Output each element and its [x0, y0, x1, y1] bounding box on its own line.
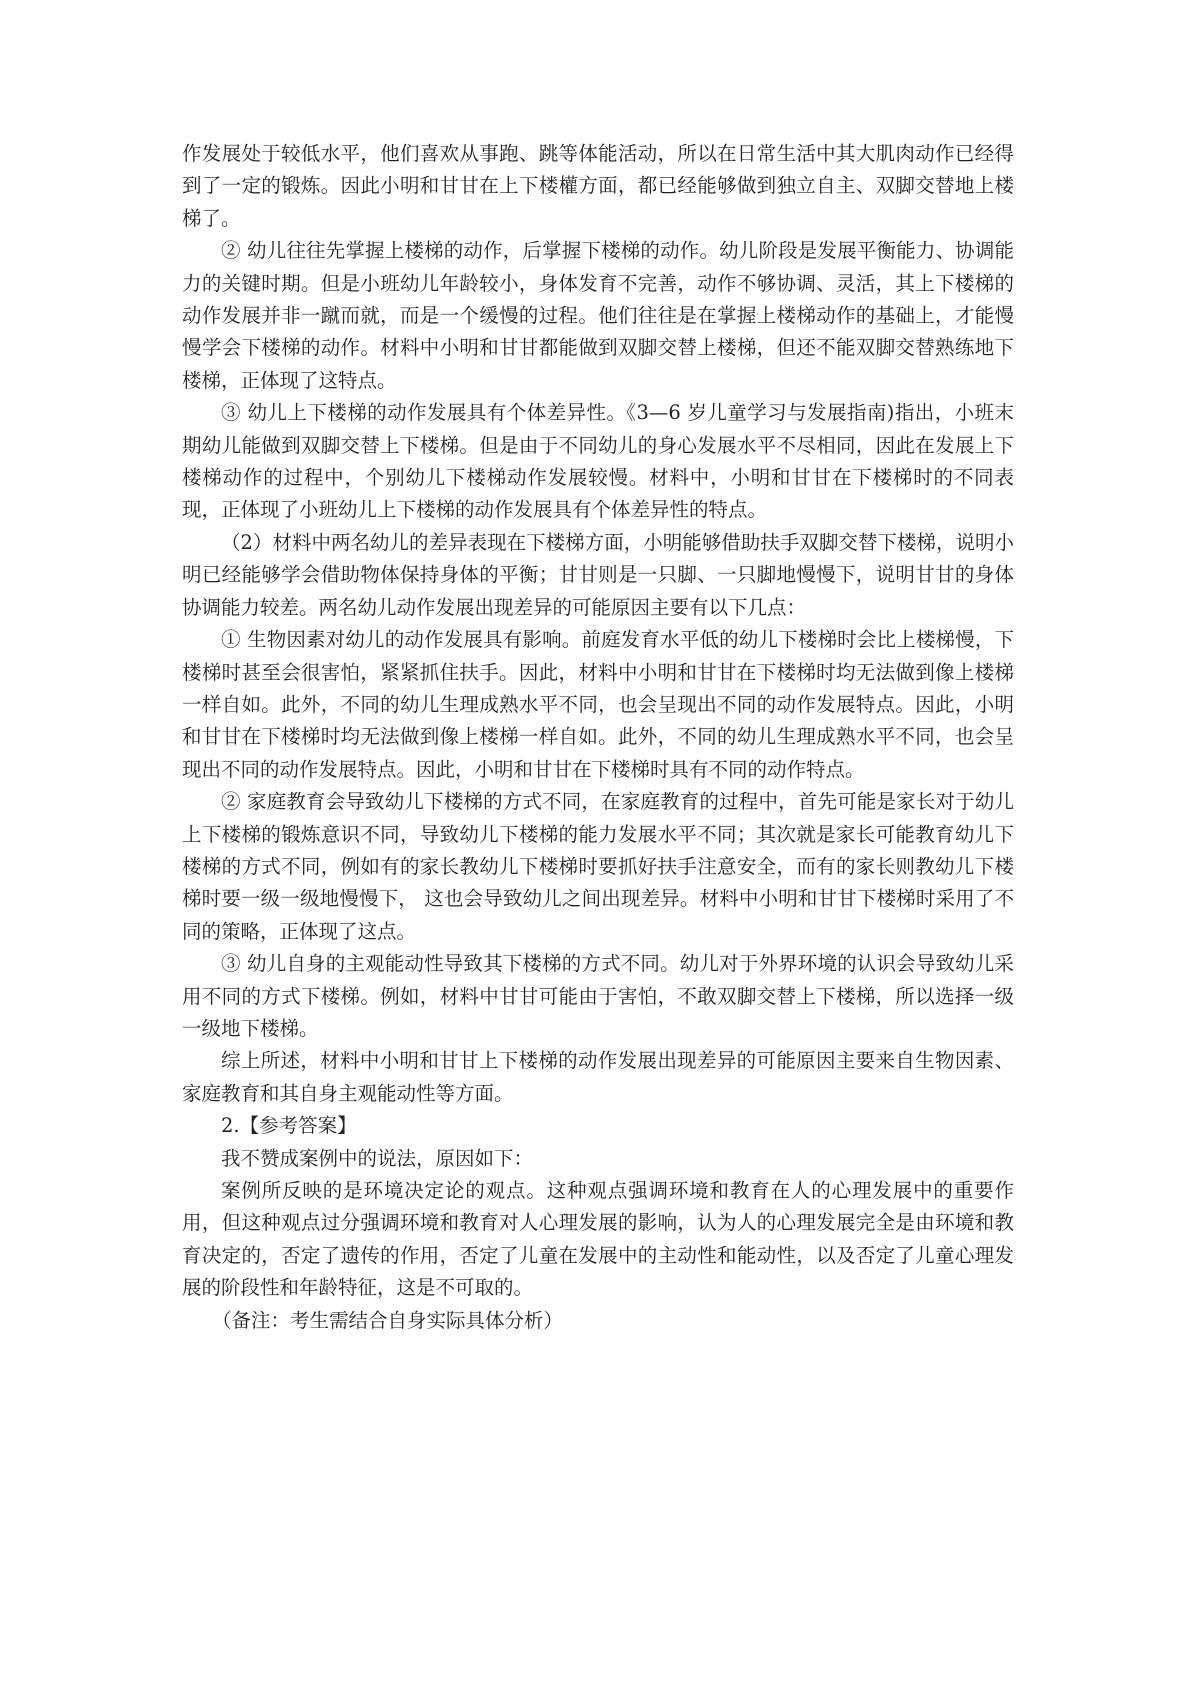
answer-intro: 我不赞成案例中的说法，原因如下： [221, 1146, 534, 1170]
paragraph-reason-1: ① 生物因素对幼儿的动作发展具有影响。前庭发育水平低的幼儿下楼梯时会比上楼梯慢，下楼梯时甚至会很害怕，紧紧抓住扶手。因此，材料中小明和甘甘在下楼梯时均无法做到像上楼梯一样自如。此外，不同的幼儿生理成熟水平不同，也会呈现出不同的动作发展特点。因此，小明和甘甘在下楼梯时均无法做到像上楼梯一样自如。此外，不同的幼儿生理成熟水平不同，也会呈现出不同的动作发展特点。因此，小明和甘甘在下楼梯时具有不同的动作特点。 [182, 628, 1014, 781]
document-body [182, 138, 1014, 1337]
note-text: （备注：考生需结合自身实际具体分析） [212, 1308, 564, 1332]
paragraph-point-2: ② 幼儿往往先掌握上楼梯的动作，后掌握下楼梯的动作。幼儿阶段是发展平衡能力、协调能力的关键时期。但是小班幼儿年龄较小，身体发育不完善，动作不够协调、灵活，其上下楼梯的动作发展并非一蹴而就，而是一个缓慢的过程。他们往往是在掌握上楼梯动作的基础上，才能慢慢学会下楼梯的动作。材料中小明和甘甘都能做到双脚交替上楼梯，但还不能双脚交替熟练地下楼梯，正体现了这特点。 [182, 239, 1014, 392]
paragraph-continuation: 作发展处于较低水平，他们喜欢从事跑、跳等体能活动，所以在日常生活中其大肌肉动作已经得到了一定的锻炼。因此小明和甘甘在上下楼權方面，都已经能够做到独立自主、双脚交替地上楼梯了。 [182, 142, 1014, 230]
paragraph-reason-3: ③ 幼儿自身的主观能动性导致其下楼梯的方式不同。幼儿对于外界环境的认识会导致幼儿采用不同的方式下楼梯。例如，材料中甘甘可能由于害怕，不敢双脚交替上下楼梯，所以选择一级一级地下楼梯。 [182, 952, 1014, 1040]
paragraph-point-3: ③ 幼儿上下楼梯的动作发展具有个体差异性。《3—6 岁儿童学习与发展指南)指出，小班末期幼儿能做到双脚交替上下楼梯。但是由于不同幼儿的身心发展水平不尽相同，因此在发展上下楼梯动作的过程中，个别幼儿下楼梯动作发展较慢。材料中，小明和甘甘在下楼梯时的不同表现，正体现了小班幼儿上下楼梯的动作发展具有个体差异性的特点。 [182, 401, 1014, 522]
paragraph-reason-2: ② 家庭教育会导致幼儿下楼梯的方式不同，在家庭教育的过程中，首先可能是家长对于幼儿上下楼梯的锻炼意识不同，导致幼儿下楼梯的能力发展水平不同；其次就是家长可能教育幼儿下楼梯的方式不同，例如有的家长教幼儿下楼梯时要抓好扶手注意安全，而有的家长则教幼儿下楼梯时要一级一级地慢慢下， 这也会导致幼儿之间出现差异。材料中小明和甘甘下楼梯时采用了不同的策略，正体现了这点。 [182, 790, 1014, 943]
answer-body: 案例所反映的是环境决定论的观点。这种观点强调环境和教育在人的心理发展中的重要作用，但这种观点过分强调环境和教育对人心理发展的影响，认为人的心理发展完全是由环境和教育决定的，否定了遗传的作用，否定了儿童在发展中的主动性和能动性，以及否定了儿童心理发展的阶段性和年龄特征，这是不可取的。 [182, 1179, 1014, 1300]
paragraph-summary: 综上所述，材料中小明和甘甘上下楼梯的动作发展出现差异的可能原因主要来自生物因素、家庭教育和其自身主观能动性等方面。 [182, 1049, 1014, 1105]
paragraph-question-2-intro: （2）材料中两名幼儿的差异表现在下楼梯方面，小明能够借助扶手双脚交替下楼梯，说明小明已经能够学会借助物体保持身体的平衡；甘甘则是一只脚、一只脚地慢慢下，说明甘甘的身体协调能力较差。两名幼儿动作发展出现差异的可能原因主要有以下几点： [182, 530, 1014, 619]
answer-heading: 2.【参考答案】 [221, 1114, 357, 1138]
